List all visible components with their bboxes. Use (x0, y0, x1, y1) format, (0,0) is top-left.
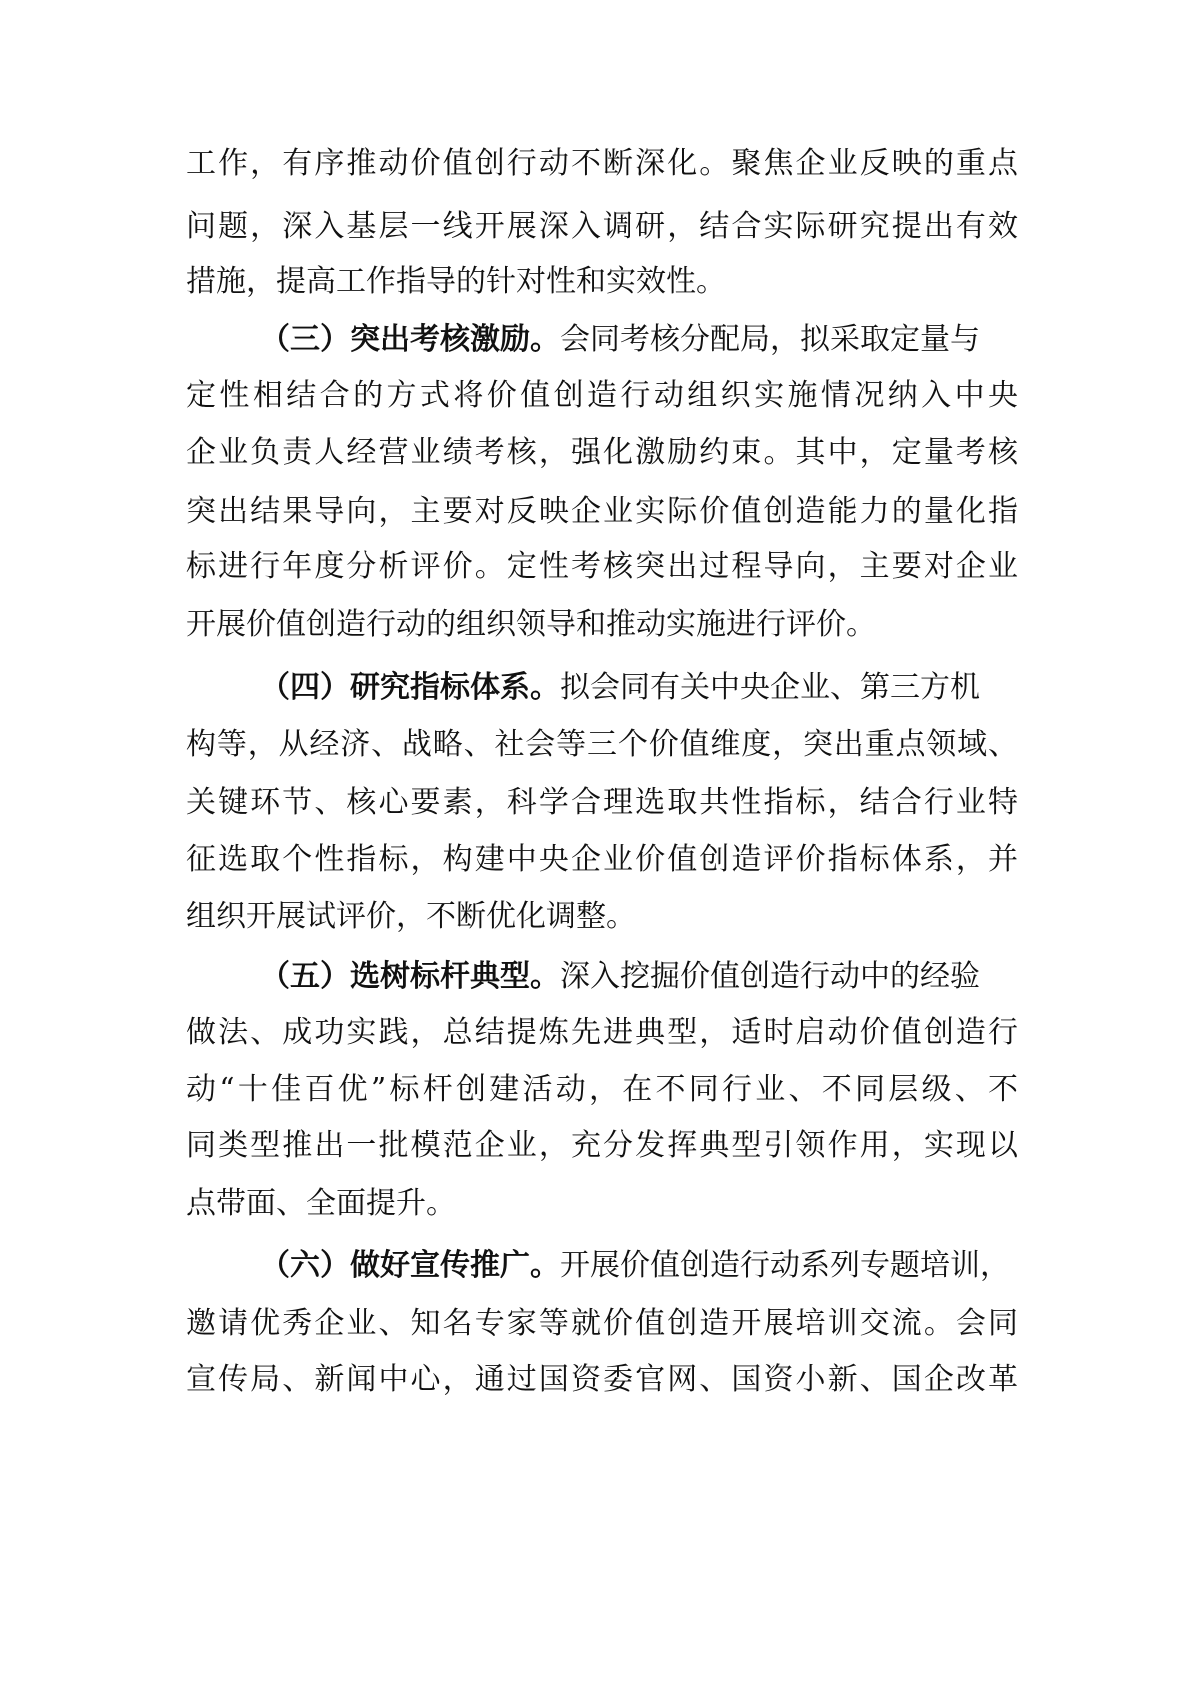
paragraph-text: 会同考核分配局，拟采取定量与 (560, 322, 980, 357)
paragraph-first-line (260, 953, 1018, 1001)
paragraph-line: 企业负责人经营业绩考核，强化激励约束。其中，定量考核 (186, 435, 1018, 470)
paragraph-line: 动“十佳百优”标杆创建活动，在不同行业、不同层级、不 (186, 1072, 1018, 1107)
paragraph-line: 同类型推出一批模范企业，充分发挥典型引领作用，实现以 (186, 1128, 1018, 1163)
paragraph-text: 深入挖掘价值创造行动中的经验 (560, 959, 980, 994)
section-heading-6: （六）做好宣传推广。 (260, 1248, 560, 1283)
paragraph-line: 工作，有序推动价值创行动不断深化。聚焦企业反映的重点 (186, 146, 1018, 181)
paragraph-first-line (260, 316, 1018, 364)
section-heading-5: （五）选树标杆典型。 (260, 959, 560, 994)
paragraph-line: 点带面、全面提升。 (186, 1186, 456, 1221)
paragraph-line: 邀请优秀企业、知名专家等就价值创造开展培训交流。会同 (186, 1306, 1018, 1341)
section-heading-3: （三）突出考核激励。 (260, 322, 560, 357)
paragraph-line: 组织开展试评价，不断优化调整。 (186, 899, 636, 934)
paragraph-line: 突出结果导向，主要对反映企业实际价值创造能力的量化指 (186, 494, 1018, 529)
paragraph-line: 定性相结合的方式将价值创造行动组织实施情况纳入中央 (186, 378, 1018, 413)
paragraph-line: 做法、成功实践，总结提炼先进典型，适时启动价值创造行 (186, 1015, 1018, 1050)
paragraph-line: 开展价值创造行动的组织领导和推动实施进行评价。 (186, 607, 876, 642)
paragraph-line: 关键环节、核心要素，科学合理选取共性指标，结合行业特 (186, 785, 1018, 820)
paragraph-line: 问题，深入基层一线开展深入调研，结合实际研究提出有效 (186, 209, 1018, 244)
paragraph-line: 宣传局、新闻中心，通过国资委官网、国资小新、国企改革 (186, 1362, 1018, 1397)
paragraph-line: 措施，提高工作指导的针对性和实效性。 (186, 264, 726, 299)
paragraph-first-line (260, 664, 1018, 712)
paragraph-line: 标进行年度分析评价。定性考核突出过程导向，主要对企业 (186, 549, 1018, 584)
paragraph-text: 拟会同有关中央企业、第三方机 (560, 670, 980, 705)
paragraph-line: 构等，从经济、战略、社会等三个价值维度，突出重点领域、 (186, 727, 1018, 762)
section-heading-4: （四）研究指标体系。 (260, 670, 560, 705)
paragraph-line: 征选取个性指标，构建中央企业价值创造评价指标体系，并 (186, 842, 1018, 877)
paragraph-text: 开展价值创造行动系列专题培训， (560, 1248, 1010, 1283)
paragraph-first-line (260, 1242, 1018, 1290)
